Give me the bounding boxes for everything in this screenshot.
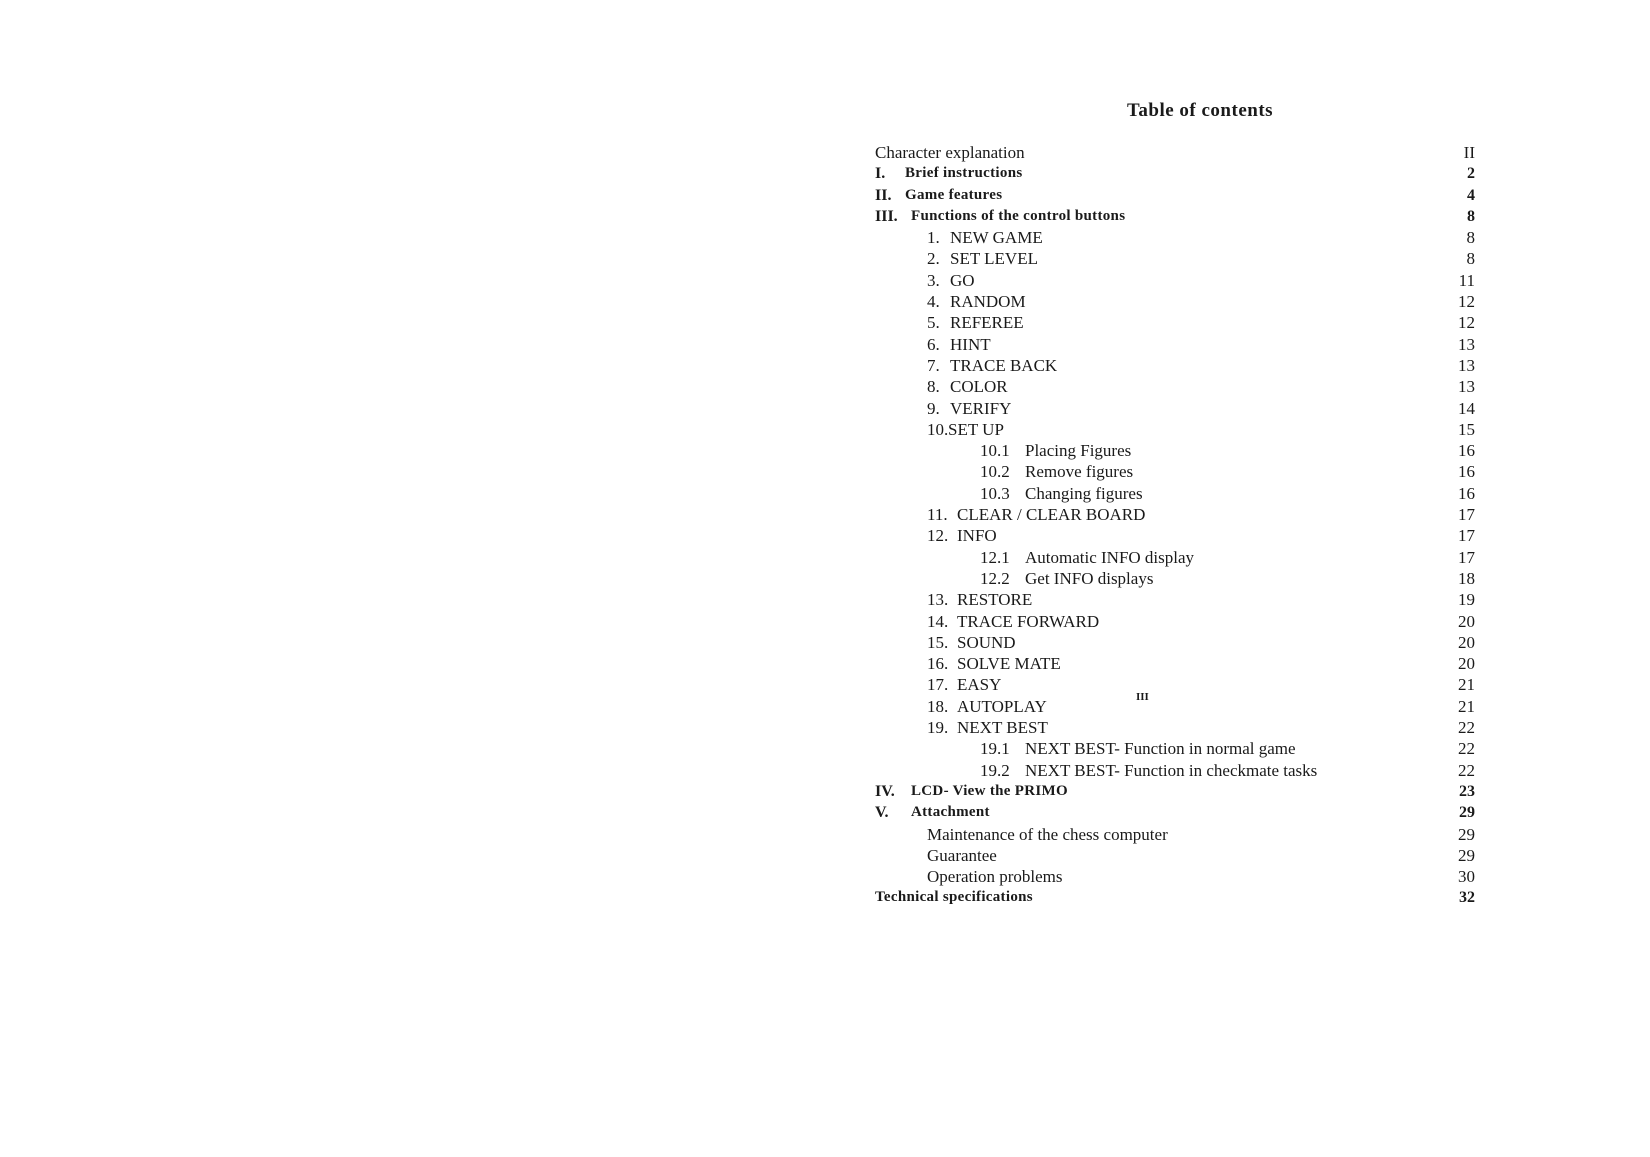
toc-entry-page: 21	[1458, 696, 1475, 716]
toc-entry-page: 8	[1466, 228, 1475, 248]
toc-entry	[875, 866, 1475, 887]
toc-entry	[875, 845, 1475, 866]
toc-entry	[875, 185, 1475, 206]
toc-entry-page: 20	[1458, 611, 1475, 631]
toc-entry-number: 17.	[927, 675, 949, 695]
toc-entry-number: 5.	[927, 313, 940, 333]
toc-entry-page: 22	[1458, 739, 1475, 759]
toc-entry-page: 22	[1458, 718, 1475, 738]
toc-entry-label: INFO	[957, 526, 997, 546]
toc-entry-number: 11.	[927, 505, 948, 525]
toc-entry-number: I.	[875, 165, 886, 183]
toc-entry	[875, 355, 1475, 376]
toc-entry-number: 9.	[927, 398, 940, 418]
toc-entry-label: SOUND	[957, 632, 1016, 652]
toc-entry-number: 15.	[927, 632, 949, 652]
toc-entry-page: 12	[1458, 313, 1475, 333]
toc-entry-number: 18.	[927, 696, 949, 716]
toc-entry-page: 29	[1458, 845, 1475, 865]
toc-entry-page: 22	[1458, 760, 1475, 780]
toc-entry-page: 8	[1466, 249, 1475, 269]
toc-entry	[875, 376, 1475, 397]
toc-entry-label: GO	[950, 270, 975, 290]
toc-entry-label: SET LEVEL	[950, 249, 1038, 269]
toc-entry-label: NEXT BEST	[957, 718, 1048, 738]
toc-entry-label: NEW GAME	[950, 228, 1043, 248]
toc-entry-number: V.	[875, 804, 889, 822]
toc-entry-number: 12.1	[980, 547, 1010, 567]
toc-entry-label: Automatic INFO display	[1025, 547, 1195, 567]
toc-entry-page: 12	[1458, 292, 1475, 312]
toc-entry	[875, 760, 1475, 781]
toc-entry-number: 1.	[927, 228, 940, 248]
toc-entry-label: Placing Figures	[1025, 441, 1132, 461]
toc-entry-label: Changing figures	[1025, 483, 1143, 503]
toc-entry-page: 18	[1458, 568, 1475, 588]
toc-entry-label: CLEAR / CLEAR BOARD	[957, 505, 1146, 525]
toc-entry-page: 32	[1459, 889, 1475, 907]
toc-entry-number: 10.3	[980, 483, 1010, 503]
toc-entry	[875, 398, 1475, 419]
toc-entry	[875, 653, 1475, 674]
toc-entry-label: Maintenance of the chess computer	[927, 824, 1168, 844]
toc-title: Table of contents	[1126, 100, 1274, 121]
toc-entry-page: 20	[1458, 654, 1475, 674]
toc-entry	[875, 611, 1475, 632]
toc-entry	[875, 674, 1475, 695]
toc-entry-label: Brief instructions	[905, 165, 1023, 182]
toc-entry-number: IV.	[875, 782, 895, 800]
toc-entry-label: TRACE FORWARD	[957, 611, 1100, 631]
toc-entry-page: 20	[1458, 632, 1475, 652]
toc-entry-page: 29	[1458, 824, 1475, 844]
toc-entry	[875, 312, 1475, 333]
toc-entry-number: 3.	[927, 270, 940, 290]
toc-entry	[875, 504, 1475, 525]
toc-entry	[875, 547, 1475, 568]
toc-entry	[875, 206, 1475, 227]
toc-entry-page: 2	[1467, 165, 1475, 183]
toc-entry-number: III.	[875, 207, 898, 225]
toc-entry-label: TRACE BACK	[950, 355, 1058, 375]
toc-entry	[875, 142, 1475, 163]
toc-entry-number: 10.1	[980, 441, 1010, 461]
toc-entry-label: AUTOPLAY	[957, 696, 1047, 716]
toc-entry-page: 29	[1459, 804, 1475, 822]
toc-entry-page: 17	[1458, 547, 1475, 567]
toc-entry-number: 2.	[927, 249, 940, 269]
toc-entry-page: 8	[1467, 207, 1475, 225]
toc-entry-page: 17	[1458, 505, 1475, 525]
toc-entry-number: 19.2	[980, 760, 1010, 780]
toc-entry	[875, 291, 1475, 312]
toc-entry	[875, 461, 1475, 482]
toc-entry	[875, 568, 1475, 589]
toc-entry	[875, 802, 1475, 823]
toc-entry-page: 16	[1458, 483, 1475, 503]
toc-entry-number: 16.	[927, 654, 949, 674]
toc-entry-page: 13	[1458, 377, 1475, 397]
toc-entry	[875, 781, 1475, 802]
toc-entry-page: 17	[1458, 526, 1475, 546]
toc-entry-number: 19.1	[980, 739, 1010, 759]
toc-entry-page: 19	[1458, 590, 1475, 610]
toc-entry-label: Get INFO displays	[1025, 568, 1154, 588]
toc-entry-label: LCD- View the PRIMO	[911, 782, 1068, 799]
toc-entry	[875, 227, 1475, 248]
toc-entry	[875, 483, 1475, 504]
toc-entry-label: RESTORE	[957, 590, 1033, 610]
toc-entry-page: 30	[1458, 867, 1475, 887]
toc-entry	[875, 589, 1475, 610]
toc-entry	[875, 824, 1475, 845]
toc-entry	[875, 163, 1475, 184]
toc-entry-number: 6.	[927, 334, 940, 354]
toc-entry-number: 7.	[927, 355, 940, 375]
toc-entry-label: NEXT BEST- Function in checkmate tasks	[1025, 760, 1318, 780]
toc-entry-label: Attachment	[911, 804, 990, 821]
toc-entry-number: 12.2	[980, 568, 1010, 588]
toc-entry-label: Remove figures	[1025, 462, 1134, 482]
toc-entry-label: Technical specifications	[875, 889, 1033, 906]
toc-entry-number: II.	[875, 186, 892, 204]
toc-entry	[875, 440, 1475, 461]
toc-entry	[875, 248, 1475, 269]
toc-entry-label: NEXT BEST- Function in normal game	[1025, 739, 1296, 759]
toc-entry-label: VERIFY	[950, 398, 1012, 418]
toc-entry-label: Functions of the control buttons	[911, 207, 1126, 224]
toc-entry-number: 10.	[927, 419, 949, 439]
toc-entry	[875, 738, 1475, 759]
toc-entry-page: 4	[1467, 186, 1475, 204]
toc-entry-number: 19.	[927, 718, 949, 738]
toc-entry	[875, 632, 1475, 653]
toc-entry-page: 13	[1458, 334, 1475, 354]
toc-entry-label: Character explanation	[875, 143, 1025, 162]
toc-entry-page: II	[1463, 143, 1475, 162]
toc-entry-label: Game features	[905, 186, 1003, 203]
toc-entry	[875, 696, 1475, 717]
toc-entry-page: 11	[1458, 270, 1475, 290]
toc-entry	[875, 334, 1475, 355]
toc-entry-page: 13	[1458, 355, 1475, 375]
toc-entry-number: 12.	[927, 526, 949, 546]
toc-entry-number: 4.	[927, 292, 940, 312]
toc-entry-page: 16	[1458, 441, 1475, 461]
toc-entry	[875, 270, 1475, 291]
toc-list	[875, 142, 1475, 909]
toc-entry-page: 15	[1458, 419, 1475, 439]
toc-entry-label: REFEREE	[950, 313, 1024, 333]
toc-entry-label: Operation problems	[927, 867, 1063, 887]
toc-entry-page: 16	[1458, 462, 1475, 482]
toc-entry-number: 8.	[927, 377, 940, 397]
toc-entry-label: SET UP	[948, 419, 1004, 439]
toc-entry-number: 13.	[927, 590, 949, 610]
toc-entry-label: RANDOM	[950, 292, 1026, 312]
toc-entry	[875, 419, 1475, 440]
toc-entry-page: 14	[1458, 398, 1475, 418]
toc-entry-page: 21	[1458, 675, 1475, 695]
toc-entry	[875, 887, 1475, 908]
page-marker: III	[1136, 691, 1149, 703]
toc-entry-label: Guarantee	[927, 845, 997, 865]
toc-entry-page: 23	[1459, 782, 1475, 800]
toc-entry-label: COLOR	[950, 377, 1008, 397]
toc-entry-label: EASY	[957, 675, 1002, 695]
toc-entry-label: SOLVE MATE	[957, 654, 1061, 674]
toc-entry-number: 10.2	[980, 462, 1010, 482]
toc-entry	[875, 717, 1475, 738]
toc-entry-number: 14.	[927, 611, 949, 631]
toc-entry-label: HINT	[950, 334, 991, 354]
toc-entry	[875, 525, 1475, 546]
